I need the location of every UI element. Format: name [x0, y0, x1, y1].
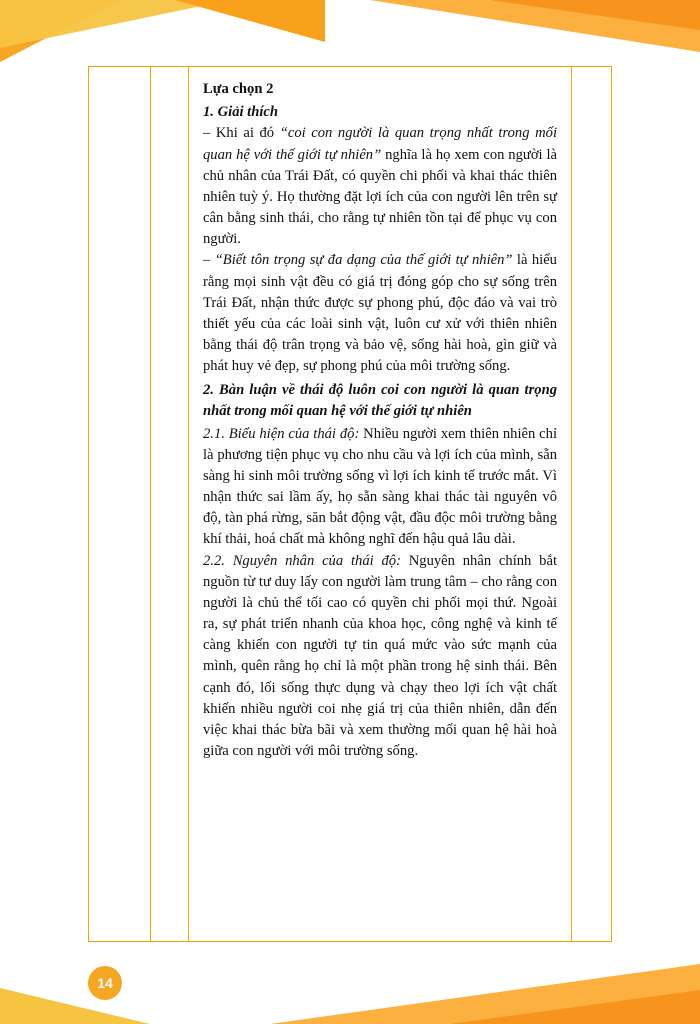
subsection-2-1-text: Nhiều người xem thiên nhiên chỉ là phương tiện phục vụ cho nhu cầu và lợi ích của mình, sẵn sàng hi sinh môi trường sống vì lợi ích kinh tế trước mắt. Vì nhận thức sai lầm ấy, họ sẵn sàng khai thác tài nguyên vô độ, tàn phá rừng, săn bắt động vật, đầu độc môi trường bằng khí thải, hoá chất mà không nghĩ đến hậu quả lâu dài. — [203, 425, 557, 548]
paragraph-2-quote: “Biết tôn trọng sự đa dạng của thế giới tự nhiên” — [214, 252, 513, 269]
decoration-bottom-left — [0, 988, 150, 1024]
decoration-top-left-primary — [0, 0, 120, 62]
section-heading-1: 1. Giải thích — [203, 103, 279, 120]
page-number-badge: 14 — [88, 966, 122, 1000]
paragraph-explanation-1 — [203, 123, 557, 250]
subsection-2-1-label: 2.1. Biểu hiện của thái độ: — [203, 425, 360, 442]
decoration-top-left-secondary — [0, 0, 230, 48]
table-column-content — [189, 67, 571, 941]
table-column-notes — [571, 67, 611, 941]
decoration-bottom-right-primary — [270, 964, 700, 1024]
subsection-2-2-text: Nguyên nhân chính bắt nguồn từ tư duy lấy con người làm trung tâm – cho rằng con người là chủ thể tối cao có quyền chi phối mọi thứ. Ngoài ra, sự phát triển nhanh của khoa học, công nghệ và kinh tế càng khiến con người tự tin quá mức vào sức mạnh của mình, quên rằng họ chỉ là một phần trong hệ sinh thái. Bên cạnh đó, lối sống thực dụng và chạy theo lợi ích vật chất khiến nhiều người coi nhẹ giá trị của thiên nhiên, dẫn đến việc khai thác bừa bãi và xem thường mối quan hệ hài hoà giữa con người với môi trường sống. — [203, 552, 557, 759]
paragraph-2-lead: – — [203, 252, 215, 269]
paragraph-subsection-2-1 — [203, 424, 557, 551]
section-heading-2: 2. Bàn luận về thái độ luôn coi con người là quan trọng nhất trong mối quan hệ với thế giới tự nhiên — [203, 382, 557, 420]
decoration-top-right-secondary — [490, 0, 700, 30]
table-column-score — [151, 67, 189, 941]
decoration-top-middle — [175, 0, 325, 42]
option-title: Lựa chọn 2 — [203, 81, 274, 97]
paragraph-1-quote: “coi con người là quan trọng nhất trong mối quan hệ với thế giới tự nhiên” — [203, 125, 557, 163]
answer-table — [88, 66, 612, 942]
subsection-2-2-label: 2.2. Nguyên nhân của thái độ: — [203, 552, 401, 569]
paragraph-2-rest: là hiểu rằng mọi sinh vật đều có giá trị đóng góp cho sự sống trên Trái Đất, nhận thức được sự phong phú, độc đáo và vai trò thiết yếu của các loài sinh vật, luôn cư xử với thiên nhiên bằng thái độ trân trọng và bảo vệ, sống hài hoà, gìn giữ và phát huy vẻ đẹp, sự phong phú của môi trường sống. — [203, 252, 557, 375]
table-column-criteria — [89, 67, 151, 941]
decoration-bottom-right-secondary — [450, 990, 700, 1024]
decoration-top-right-primary — [370, 0, 700, 52]
paragraph-explanation-2 — [203, 250, 557, 377]
paragraph-1-lead: – Khi ai đó — [203, 125, 280, 142]
paragraph-1-rest: nghĩa là họ xem con người là chủ nhân của Trái Đất, có quyền chi phối và khai thác thiên nhiên tuỳ ý. Họ thường đặt lợi ích của con người lên trên sự cân bằng sinh thái, cho rằng tự nhiên tồn tại để phục vụ con người. — [203, 146, 558, 248]
paragraph-subsection-2-2 — [203, 551, 557, 763]
